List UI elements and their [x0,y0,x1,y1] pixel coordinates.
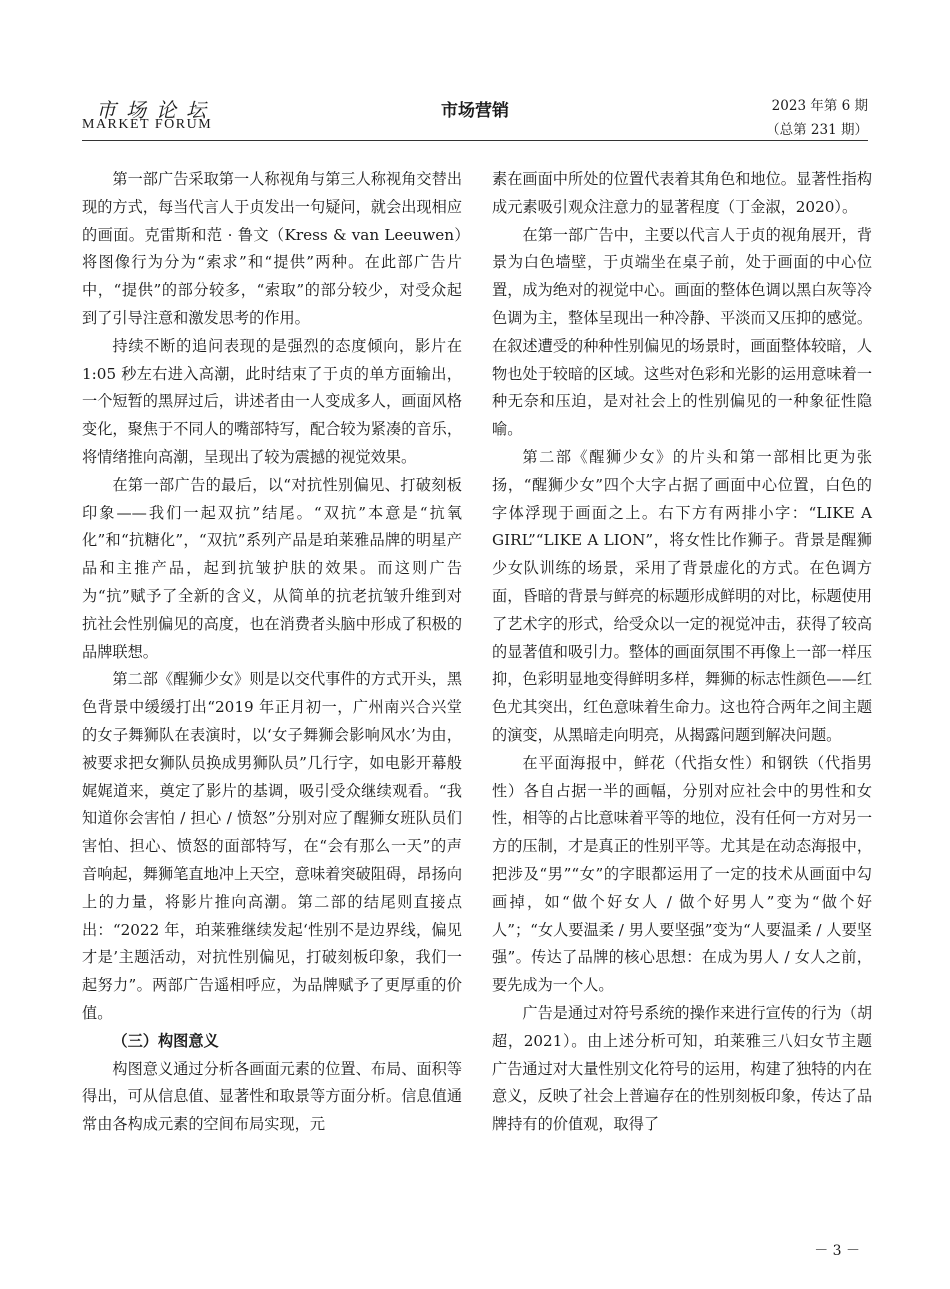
paragraph: 在第一部广告的最后，以“对抗性别偏见、打破刻板印象——我们一起双抗”结尾。“双抗”本意是“抗氧化”和“抗糖化”，“双抗”系列产品是珀莱雅品牌的明星产品和主推产品，起到抗皱护肤的效果。而这则广告为“抗”赋予了全新的含义，从简单的抗老抗皱升维到对抗社会性别偏见的高度，也在消费者头脑中形成了积极的品牌联想。 [82,475,462,661]
paragraph: 广告是通过对符号系统的操作来进行宣传的行为（胡超，2021）。由上述分析可知，珀莱雅三八妇女节主题广告通过对大量性别文化符号的运用，构建了独特的内在意义，反映了社会上普遍存在的性别刻板印象，传达了品牌持有的价值观，取得了 [492,1003,872,1134]
journal-logo-en: MARKET FORUM [82,117,213,132]
issue-number: 2023 年第 6 期 [771,98,868,114]
right-column [492,166,872,1139]
paragraph: 第二部《醒狮少女》则是以交代事件的方式开头，黑色背景中缓缓打出“2019 年正月初一，广州南兴合兴堂的女子舞狮队在表演时，以‘女子舞狮会影响风水’为由，被要求把女狮队员换成男狮队员”几行字，如电影开幕般娓娓道来，奠定了影片的基调，吸引受众继续观看。“我知道你会害怕 / 担心 / 愤怒”分别对应了醒狮女班队员们害怕、担心、愤怒的面部特写，在“会有那么一天”的声音响起，舞狮笔直地冲上天空，意味着突破阻碍，昂扬向上的力量，将影片推向高潮。第二部的结尾则直接点出：“2022 年，珀莱雅继续发起‘性别不是边界线，偏见才是’主题活动，对抗性别偏见，打破刻板印象，我们一起努力”。两部广告遥相呼应，为品牌赋予了更厚重的价值。 [82,670,462,1022]
page-header [82,90,868,140]
paragraph: 第一部广告采取第一人称视角与第三人称视角交替出现的方式，每当代言人于贞发出一句疑问，就会出现相应的画面。克雷斯和范 · 鲁文（Kress & van Leeuwen）将图像行为分为“索求”和“提供”两种。在此部广告片中，“提供”的部分较多，“索取”的部分较少，对受众起到了引导注意和激发思考的作用。 [82,170,462,327]
paragraph: 持续不断的追问表现的是强烈的态度倾向，影片在 1:05 秒左右进入高潮，此时结束了于贞的单方面输出，一个短暂的黑屏过后，讲述者由一人变成多人，画面风格变化，聚焦于不同人的嘴部特写，配合较为紧凑的音乐，将情绪推向高潮，呈现出了较为震撼的视觉效果。 [82,336,462,466]
header-rule [82,140,868,141]
paragraph: 在第一部广告中，主要以代言人于贞的视角展开，背景为白色墙壁，于贞端坐在桌子前，处于画面的中心位置，成为绝对的视觉中心。画面的整体色调以黑白灰等冷色调为主，整体呈现出一种冷静、平淡而又压抑的感觉。在叙述遭受的种种性别偏见的场景时，画面整体较暗，人物也处于较暗的区域。这些对色彩和光影的运用意味着一种无奈和压迫，是对社会上的性别偏见的一种象征性隐喻。 [492,225,872,439]
left-column [82,166,462,1139]
page-number: － 3 － [814,1243,860,1259]
section-title: 市场营销 [441,101,509,121]
section-heading: （三）构图意义 [112,1031,219,1050]
paragraph: 在平面海报中，鲜花（代指女性）和钢铁（代指男性）各自占据一半的画幅，分别对应社会中的男性和女性，相等的占比意味着平等的地位，没有任何一方对另一方的压制，才是真正的性别平等。尤其是在动态海报中，把涉及“男”“女”的字眼都运用了一定的技术从画面中勾画掉，如“做个好女人 / 做个好男人”变为“做个好人”；“女人要温柔 / 男人要坚强”变为“人要温柔 / 人要坚强”。传达了品牌的核心思想：在成为男人 / 女人之前，要先成为一个人。 [492,753,872,995]
paragraph: 第二部《醒狮少女》的片头和第一部相比更为张扬，“醒狮少女”四个大字占据了画面中心位置，白色的字体浮现于画面之上。右下方有两排小字：“LIKE A GIRL”“LIKE A LION”，将女性比作狮子。背景是醒狮少女队训练的场景，采用了背景虚化的方式。在色调方面，昏暗的背景与鲜亮的标题形成鲜明的对比，标题使用了艺术字的形式，给受众以一定的视觉冲击，获得了较高的显著值和吸引力。整体的画面氛围不再像上一部一样压抑，色彩明显地变得鲜明多样，舞狮的标志性颜色——红色尤其突出，红色意味着生命力。这也符合两年之间主题的演变，从黑暗走向明亮，从揭露问题到解决问题。 [492,447,872,744]
paragraph-continued: 素在画面中所处的位置代表着其角色和地位。显著性指构成元素吸引观众注意力的显著程度（丁金淑，2020）。 [492,170,872,216]
total-issue-number: （总第 231 期） [766,122,868,138]
paragraph: 构图意义通过分析各画面元素的位置、布局、面积等得出，可从信息值、显著性和取景等方面分析。信息值通常由各构成元素的空间布局实现，元 [82,1059,462,1134]
journal-logo-cn: 市场论坛 [96,98,216,122]
